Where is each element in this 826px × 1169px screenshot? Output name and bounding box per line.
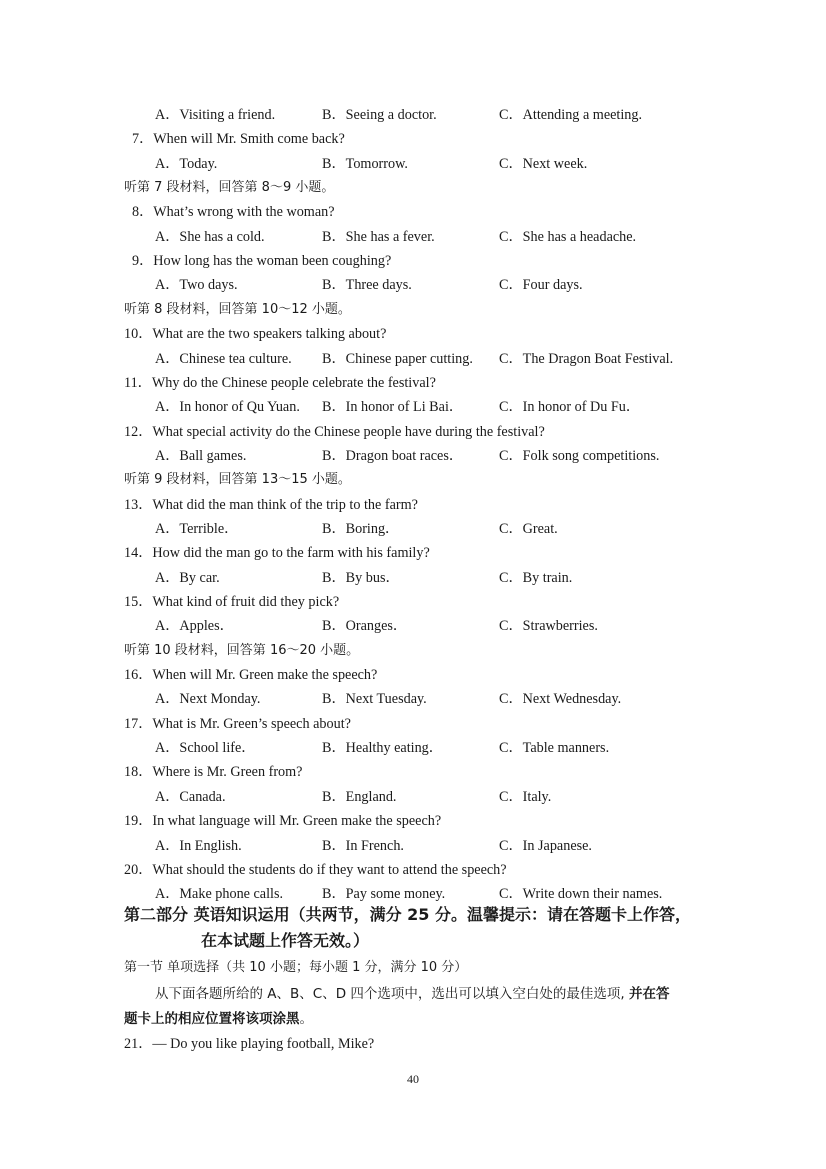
option-b: B．Oranges．	[322, 618, 408, 634]
option-b: B．By bus．	[322, 570, 400, 586]
question-8: 8．What’s wrong with the woman?	[132, 204, 335, 220]
question-17: 17．What is Mr. Green’s speech about?	[124, 716, 351, 732]
option-a: A．Ball games.	[155, 448, 247, 464]
option-c: C．Great.	[499, 521, 558, 537]
option-a: A．Make phone calls.	[155, 886, 284, 902]
option-a: A．Today.	[155, 156, 218, 172]
instruction-bold-cont: 题卡上的相应位置将该项涂黑	[124, 1011, 300, 1027]
option-c: C．Write down their names.	[499, 886, 663, 902]
option-c: C．Next Wednesday.	[499, 691, 622, 707]
option-c: C．Next week.	[499, 156, 588, 172]
question-12: 12．What special activity do the Chinese people have during the festival?	[124, 424, 545, 440]
option-a: A．Next Monday.	[155, 691, 261, 707]
option-a: A．Apples．	[155, 618, 234, 634]
question-18: 18．Where is Mr. Green from?	[124, 764, 303, 780]
option-a: A．Two days.	[155, 277, 238, 293]
question-14: 14．How did the man go to the farm with his family?	[124, 545, 430, 561]
page-number: 40	[407, 1072, 419, 1086]
instruction-bold: 并在答	[628, 986, 670, 1002]
instruction-end: 。	[299, 1011, 313, 1027]
question-11: 11．Why do the Chinese people celebrate the festival?	[124, 375, 436, 391]
option-b: B．In French.	[322, 838, 404, 854]
option-a: A．In honor of Qu Yuan.	[155, 399, 300, 415]
question-19: 19．In what language will Mr. Green make the speech?	[124, 813, 442, 829]
option-b: B．Tomorrow.	[322, 156, 408, 172]
option-c: C．She has a headache.	[499, 229, 637, 245]
question-20: 20．What should the students do if they want to attend the speech?	[124, 862, 507, 878]
option-c: C．Strawberries.	[499, 618, 598, 634]
option-b: B．Next Tuesday.	[322, 691, 427, 707]
option-b: B．Healthy eating．	[322, 740, 443, 756]
section-one-instruction-cont	[124, 1008, 313, 1030]
option-c: C．Table manners.	[499, 740, 610, 756]
option-c: C．Folk song competitions.	[499, 448, 660, 464]
option-b: B．Pay some money.	[322, 886, 446, 902]
section-instruction: 听第 7 段材料，回答第 8～9 小题。	[124, 180, 335, 195]
option-a: A．Visiting a friend.	[155, 107, 276, 123]
option-b: B．Chinese paper cutting.	[322, 351, 473, 367]
option-a: A．In English.	[155, 838, 242, 854]
section-one-title: 第一节 单项选择（共 10 小题；每小题 1 分，满分 10 分）	[124, 960, 468, 975]
option-c: C．Four days.	[499, 277, 583, 293]
option-c: C．By train.	[499, 570, 573, 586]
option-b: B．England.	[322, 789, 397, 805]
option-c: C．In Japanese.	[499, 838, 592, 854]
option-b: B．Three days.	[322, 277, 412, 293]
question-9: 9．How long has the woman been coughing?	[132, 253, 392, 269]
question-7: 7．When will Mr. Smith come back?	[132, 131, 345, 147]
option-a: A．Terrible．	[155, 521, 239, 537]
part-two-heading: 第二部分 英语知识运用（共两节，满分 25 分。温馨提示：请在答题卡上作答，	[124, 905, 691, 924]
option-c: C．Attending a meeting.	[499, 107, 643, 123]
option-b: B．Seeing a doctor.	[322, 107, 437, 123]
option-c: C．The Dragon Boat Festival.	[499, 351, 674, 367]
option-b: B．Boring．	[322, 521, 400, 537]
section-instruction: 听第 9 段材料，回答第 13～15 小题。	[124, 472, 351, 487]
question-16: 16．When will Mr. Green make the speech?	[124, 667, 378, 683]
section-instruction: 听第 8 段材料，回答第 10～12 小题。	[124, 302, 351, 317]
option-a: A．Chinese tea culture.	[155, 351, 292, 367]
option-a: A．Canada.	[155, 789, 226, 805]
option-a: A．By car.	[155, 570, 220, 586]
option-c: C．In honor of Du Fu．	[499, 399, 641, 415]
option-b: B．Dragon boat races．	[322, 448, 464, 464]
question-21: 21．— Do you like playing football, Mike?	[124, 1036, 375, 1052]
question-10: 10．What are the two speakers talking about?	[124, 326, 387, 342]
question-15: 15．What kind of fruit did they pick?	[124, 594, 340, 610]
instruction-text: 从下面各题所给的 A、B、C、D 四个选项中，选出可以填入空白处的最佳选项,	[155, 986, 629, 1002]
option-a: A．School life．	[155, 740, 256, 756]
option-a: A．She has a cold.	[155, 229, 265, 245]
option-c: C．Italy.	[499, 789, 552, 805]
question-13: 13．What did the man think of the trip to the farm?	[124, 497, 418, 513]
section-one-instruction	[155, 983, 669, 1005]
option-b: B．She has a fever.	[322, 229, 435, 245]
section-instruction: 听第 10 段材料，回答第 16～20 小题。	[124, 643, 360, 658]
option-b: B．In honor of Li Bai．	[322, 399, 464, 415]
part-two-heading-cont: 在本试题上作答无效。）	[201, 931, 370, 950]
